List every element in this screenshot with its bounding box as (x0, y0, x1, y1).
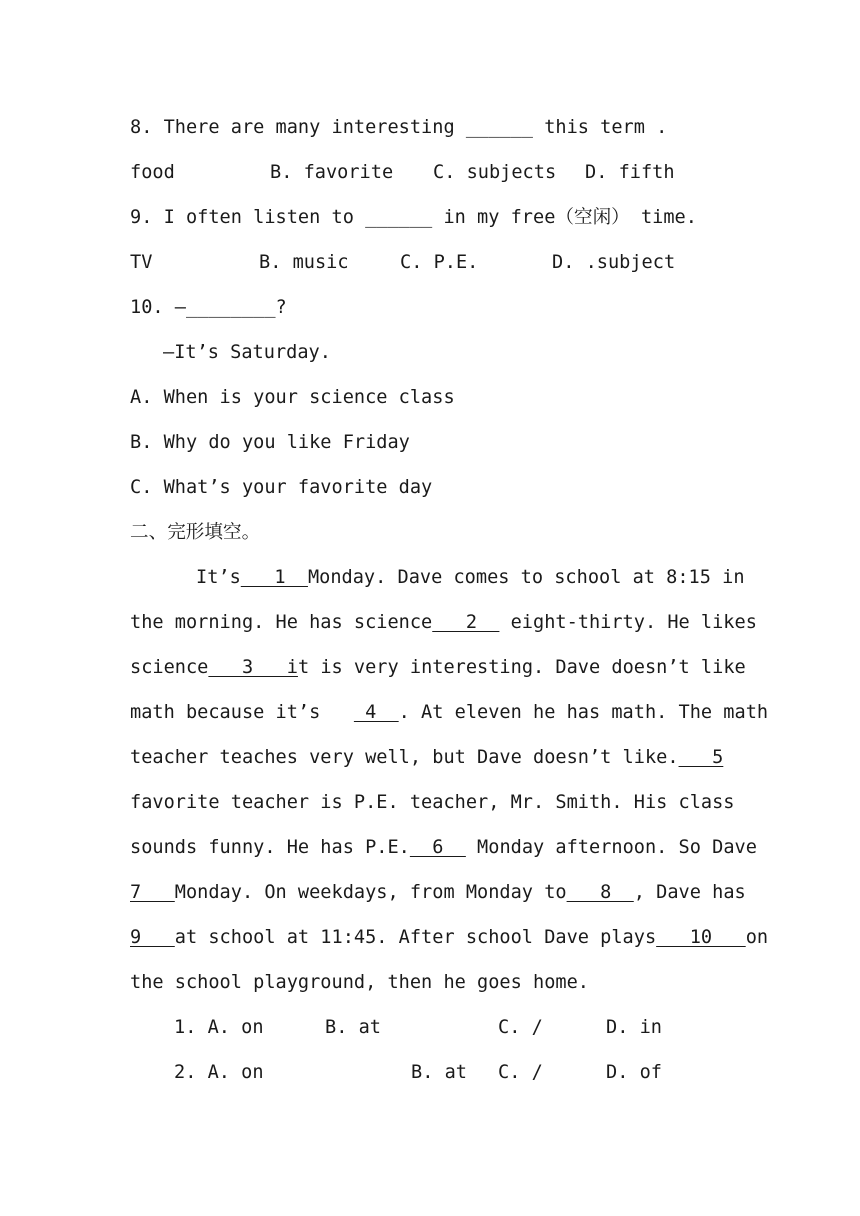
option-c: C. / (498, 1017, 543, 1038)
option-d: D. fifth (585, 162, 675, 183)
passage-text: , Dave has (633, 882, 746, 903)
passage-text: on (745, 927, 769, 948)
option-b: B. at (325, 1017, 381, 1038)
option-a: TV (130, 252, 153, 273)
passage-text: . At eleven he has math. The math (398, 702, 769, 723)
blank-5: 5 (678, 747, 724, 768)
passage-line (130, 972, 589, 994)
option-b: B. music (259, 252, 349, 273)
passage-text: science (130, 657, 209, 678)
question-10-answer: —It’s Saturday. (163, 342, 331, 363)
option-a: food (130, 162, 175, 183)
question-8-stem: 8. There are many interesting ______ this term . (130, 117, 668, 138)
passage-text: t is very interesting. Dave doesn’t like (297, 657, 746, 678)
question-10-option-a: A. When is your science class (130, 387, 455, 408)
passage-line (130, 927, 768, 949)
question-9-options (130, 252, 730, 274)
question-10-stem: 10. —________? (130, 297, 287, 318)
passage-text: the morning. He has science (130, 612, 433, 633)
option-d: D. .subject (552, 252, 676, 273)
blank-6: 6 (409, 837, 466, 858)
option-c: C. P.E. (400, 252, 479, 273)
passage-text: favorite teacher is P.E. teacher, Mr. Smith. His class (130, 792, 735, 813)
passage-line (130, 702, 768, 724)
passage-line (130, 657, 746, 679)
question-8-options (130, 162, 730, 184)
passage-line (130, 837, 757, 859)
option-c: C. / (498, 1062, 543, 1083)
passage-text: Monday. Dave comes to school at 8:15 in (307, 567, 745, 588)
passage-line (130, 882, 746, 904)
question-10-option-c: C. What’s your favorite day (130, 477, 433, 498)
passage-text: teacher teaches very well, but Dave doesn’t like. (130, 747, 679, 768)
blank-10: 10 (656, 927, 746, 948)
blank-3: 3 i (208, 657, 298, 678)
passage-text: eight-thirty. He likes (499, 612, 757, 633)
option-a: 2. A. on (174, 1062, 264, 1083)
passage-text: Monday afternoon. So Dave (465, 837, 757, 858)
passage-text: the school playground, then he goes home. (130, 972, 589, 993)
blank-4: 4 (353, 702, 399, 723)
section-heading: 二、完形填空。 (130, 522, 261, 543)
option-b: B. favorite (270, 162, 394, 183)
option-d: D. in (606, 1017, 662, 1038)
passage-line (130, 612, 757, 634)
option-b: B. at (411, 1062, 467, 1083)
passage-line (196, 567, 745, 589)
blank-2: 2 (432, 612, 500, 633)
blank-7: 7 (130, 882, 175, 903)
blank-8: 8 (566, 882, 634, 903)
blank-1: 1 (240, 567, 308, 588)
passage-line (130, 747, 723, 769)
passage-line (130, 792, 735, 814)
option-a: 1. A. on (174, 1017, 264, 1038)
question-9-stem: 9. I often listen to ______ in my free（空闲） time. (130, 207, 697, 228)
passage-text: Monday. On weekdays, from Monday to (174, 882, 567, 903)
passage-text: It’s (196, 567, 241, 588)
cloze-options-1 (174, 1017, 694, 1039)
question-10-option-b: B. Why do you like Friday (130, 432, 410, 453)
passage-text: sounds funny. He has P.E. (130, 837, 410, 858)
option-d: D. of (606, 1062, 662, 1083)
passage-text: math because it’s (130, 702, 354, 723)
cloze-options-2 (174, 1062, 694, 1084)
option-c: C. subjects (433, 162, 557, 183)
blank-9: 9 (130, 927, 175, 948)
passage-text: at school at 11:45. After school Dave plays (174, 927, 657, 948)
